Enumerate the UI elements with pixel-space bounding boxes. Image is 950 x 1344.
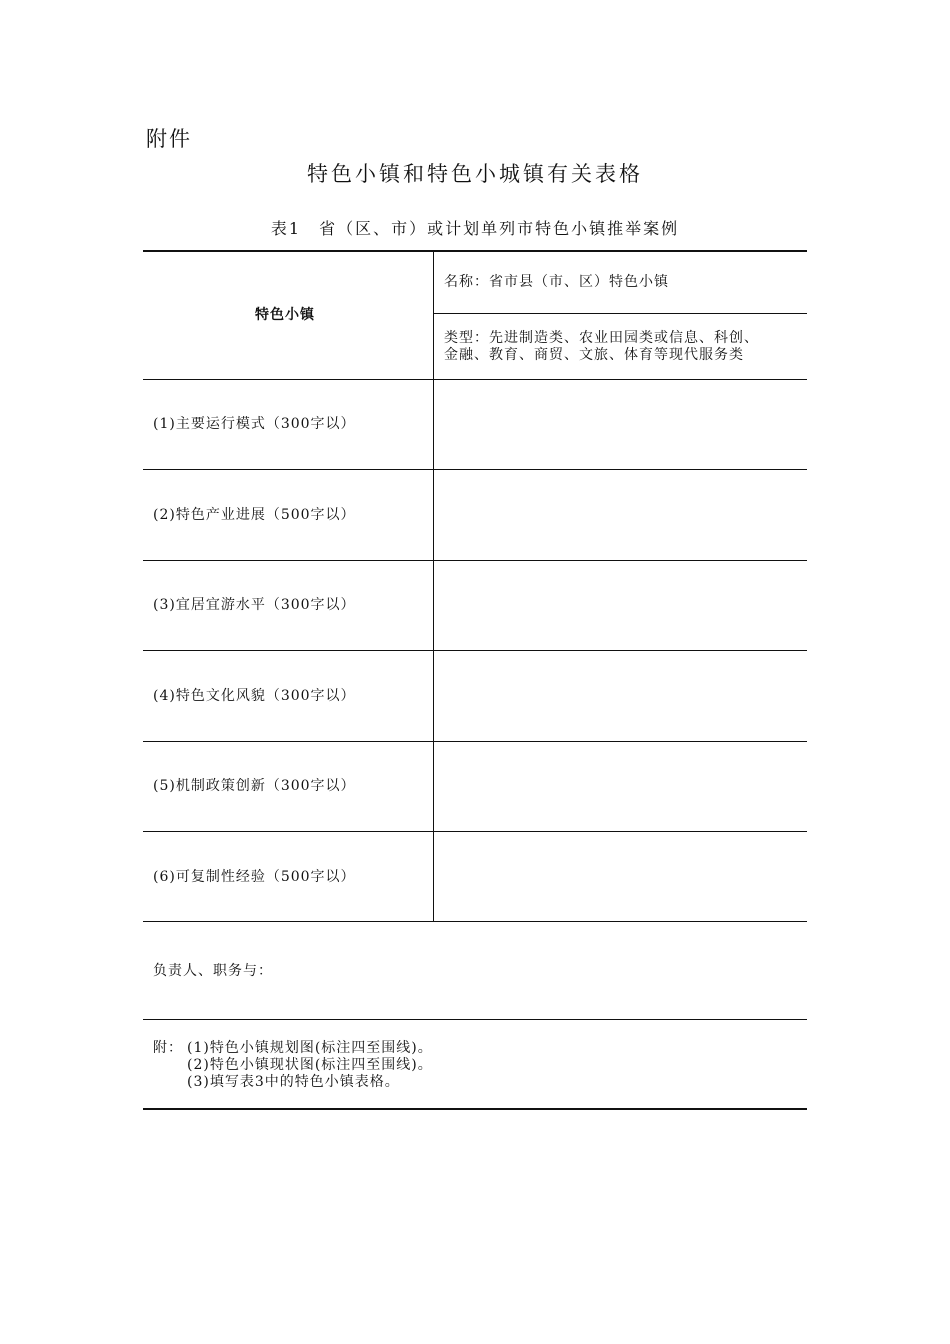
note-item: (2)特色小镇现状图(标注四至围线)。 — [187, 1057, 433, 1073]
column-divider — [433, 251, 434, 922]
row-label-operation-model: (1)主要运行模式（300字以） — [153, 416, 356, 432]
notes-prefix: 附： — [153, 1040, 183, 1056]
table-bottom-border — [143, 1108, 807, 1110]
note-item: (3)填写表3中的特色小镇表格。 — [187, 1074, 400, 1090]
row-divider — [143, 1019, 807, 1020]
row-divider — [143, 560, 807, 561]
table-caption: 表1 省（区、市）或计划单列市特色小镇推举案例 — [270, 219, 680, 238]
row-label-cultural-style: (4)特色文化风貌（300字以） — [153, 688, 356, 704]
row-divider — [143, 921, 807, 922]
town-type-line-1: 类型：先进制造类、农业田园类或信息、科创、 — [444, 330, 759, 346]
row-divider — [143, 831, 807, 832]
town-name-cell: 名称：省市县（市、区）特色小镇 — [444, 274, 669, 290]
town-type-line-2: 金融、教育、商贸、文旅、体育等现代服务类 — [444, 347, 744, 363]
document-title: 特色小镇和特色小城镇有关表格 — [307, 162, 643, 186]
note-item: (1)特色小镇规划图(标注四至围线)。 — [187, 1040, 433, 1056]
header-label: 特色小镇 — [255, 307, 315, 323]
row-divider — [143, 469, 807, 470]
row-label-replicable-experience: (6)可复制性经验（500字以） — [153, 869, 356, 885]
attachment-label: 附件 — [146, 127, 192, 151]
table-top-border — [143, 250, 807, 252]
row-divider — [143, 379, 807, 380]
header-inner-divider — [433, 313, 807, 314]
responsible-person-label: 负责人、职务与： — [153, 963, 273, 979]
row-divider — [143, 650, 807, 651]
row-label-policy-innovation: (5)机制政策创新（300字以） — [153, 778, 356, 794]
row-label-livability: (3)宜居宜游水平（300字以） — [153, 597, 356, 613]
row-divider — [143, 741, 807, 742]
row-label-industry-progress: (2)特色产业进展（500字以） — [153, 507, 356, 523]
